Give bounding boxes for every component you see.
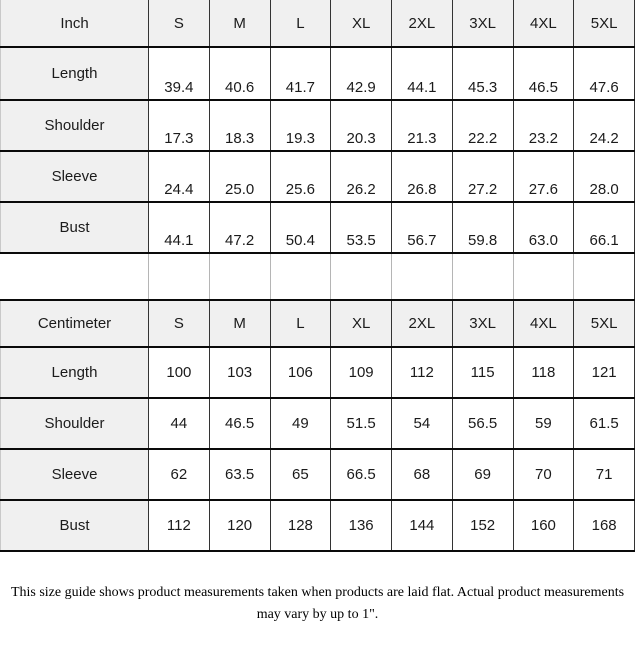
measurement-value-cell: 56.5	[452, 398, 513, 449]
size-header-row-inch	[1, 0, 635, 47]
unit-label-cell-centimeter: Centimeter	[1, 300, 149, 347]
row-bust-centimeter	[1, 500, 635, 551]
measurement-value-cell: 44.1	[392, 47, 453, 100]
measurement-value-cell: 51.5	[331, 398, 392, 449]
measurement-value-cell: 63.5	[209, 449, 270, 500]
measurement-value-cell: 44	[149, 398, 210, 449]
size-guide-disclaimer	[0, 582, 635, 625]
measurement-label-cell: Sleeve	[1, 449, 149, 500]
measurement-label-cell: Bust	[1, 202, 149, 253]
measurement-value-cell: 118	[513, 347, 574, 398]
size-column-header-m: M	[209, 0, 270, 47]
row-bust-inch	[1, 202, 635, 253]
measurement-value-cell: 121	[574, 347, 635, 398]
measurement-label-cell: Shoulder	[1, 398, 149, 449]
measurement-value-cell: 28.0	[574, 151, 635, 202]
measurement-value-cell: 112	[392, 347, 453, 398]
spacer-cell	[270, 253, 331, 300]
measurement-value-cell: 21.3	[392, 100, 453, 151]
measurement-value-cell: 103	[209, 347, 270, 398]
measurement-value-cell: 66.1	[574, 202, 635, 253]
size-column-header-3xl: 3XL	[452, 300, 513, 347]
measurement-value-cell: 23.2	[513, 100, 574, 151]
size-column-header-s: S	[149, 300, 210, 347]
spacer-cell	[513, 253, 574, 300]
measurement-value-cell: 59.8	[452, 202, 513, 253]
row-shoulder-inch	[1, 100, 635, 151]
size-column-header-4xl: 4XL	[513, 0, 574, 47]
size-column-header-xl: XL	[331, 300, 392, 347]
size-header-row-centimeter	[1, 300, 635, 347]
measurement-value-cell: 41.7	[270, 47, 331, 100]
measurement-value-cell: 46.5	[513, 47, 574, 100]
measurement-value-cell: 69	[452, 449, 513, 500]
measurement-value-cell: 25.0	[209, 151, 270, 202]
size-column-header-4xl: 4XL	[513, 300, 574, 347]
measurement-value-cell: 22.2	[452, 100, 513, 151]
measurement-value-cell: 61.5	[574, 398, 635, 449]
measurement-value-cell: 46.5	[209, 398, 270, 449]
size-column-header-m: M	[209, 300, 270, 347]
measurement-value-cell: 54	[392, 398, 453, 449]
measurement-value-cell: 26.2	[331, 151, 392, 202]
measurement-value-cell: 136	[331, 500, 392, 551]
measurement-value-cell: 18.3	[209, 100, 270, 151]
size-column-header-s: S	[149, 0, 210, 47]
measurement-value-cell: 26.8	[392, 151, 453, 202]
spacer-cell	[149, 253, 210, 300]
size-column-header-l: L	[270, 0, 331, 47]
disclaimer-line-1: This size guide shows product measurements taken when products are laid flat. Actual product measurements	[10, 585, 625, 600]
measurement-value-cell: 59	[513, 398, 574, 449]
measurement-value-cell: 63.0	[513, 202, 574, 253]
measurement-value-cell: 47.6	[574, 47, 635, 100]
measurement-label-cell: Length	[1, 47, 149, 100]
spacer-cell	[392, 253, 453, 300]
size-column-header-xl: XL	[331, 0, 392, 47]
row-sleeve-centimeter	[1, 449, 635, 500]
row-length-inch	[1, 47, 635, 100]
measurement-value-cell: 120	[209, 500, 270, 551]
size-column-header-5xl: 5XL	[574, 0, 635, 47]
size-column-header-2xl: 2XL	[392, 0, 453, 47]
measurement-value-cell: 19.3	[270, 100, 331, 151]
spacer-cell	[574, 253, 635, 300]
measurement-value-cell: 45.3	[452, 47, 513, 100]
size-column-header-2xl: 2XL	[392, 300, 453, 347]
spacer-cell	[331, 253, 392, 300]
measurement-value-cell: 44.1	[149, 202, 210, 253]
measurement-value-cell: 47.2	[209, 202, 270, 253]
spacer-cell	[209, 253, 270, 300]
measurement-value-cell: 24.2	[574, 100, 635, 151]
spacer-label-cell	[1, 253, 149, 300]
measurement-value-cell: 106	[270, 347, 331, 398]
size-column-header-5xl: 5XL	[574, 300, 635, 347]
measurement-value-cell: 39.4	[149, 47, 210, 100]
row-shoulder-centimeter	[1, 398, 635, 449]
spacer-cell	[452, 253, 513, 300]
measurement-value-cell: 160	[513, 500, 574, 551]
measurement-value-cell: 71	[574, 449, 635, 500]
measurement-value-cell: 49	[270, 398, 331, 449]
measurement-value-cell: 25.6	[270, 151, 331, 202]
measurement-label-cell: Bust	[1, 500, 149, 551]
measurement-value-cell: 56.7	[392, 202, 453, 253]
measurement-label-cell: Shoulder	[1, 100, 149, 151]
measurement-value-cell: 109	[331, 347, 392, 398]
measurement-value-cell: 152	[452, 500, 513, 551]
measurement-value-cell: 128	[270, 500, 331, 551]
size-column-header-3xl: 3XL	[452, 0, 513, 47]
measurement-value-cell: 20.3	[331, 100, 392, 151]
measurement-value-cell: 24.4	[149, 151, 210, 202]
measurement-value-cell: 40.6	[209, 47, 270, 100]
measurement-value-cell: 115	[452, 347, 513, 398]
measurement-label-cell: Sleeve	[1, 151, 149, 202]
measurement-value-cell: 62	[149, 449, 210, 500]
measurement-value-cell: 27.2	[452, 151, 513, 202]
measurement-value-cell: 68	[392, 449, 453, 500]
measurement-value-cell: 70	[513, 449, 574, 500]
table-spacer-row	[1, 253, 635, 300]
measurement-value-cell: 144	[392, 500, 453, 551]
measurement-value-cell: 168	[574, 500, 635, 551]
size-column-header-l: L	[270, 300, 331, 347]
measurement-value-cell: 17.3	[149, 100, 210, 151]
disclaimer-line-2: may vary by up to 1".	[256, 606, 379, 622]
measurement-value-cell: 50.4	[270, 202, 331, 253]
measurement-label-cell: Length	[1, 347, 149, 398]
measurement-value-cell: 66.5	[331, 449, 392, 500]
row-sleeve-inch	[1, 151, 635, 202]
measurement-value-cell: 53.5	[331, 202, 392, 253]
measurement-value-cell: 65	[270, 449, 331, 500]
measurement-value-cell: 100	[149, 347, 210, 398]
measurement-value-cell: 42.9	[331, 47, 392, 100]
measurement-value-cell: 27.6	[513, 151, 574, 202]
measurement-value-cell: 112	[149, 500, 210, 551]
row-length-centimeter	[1, 347, 635, 398]
unit-label-cell-inch: Inch	[1, 0, 149, 47]
